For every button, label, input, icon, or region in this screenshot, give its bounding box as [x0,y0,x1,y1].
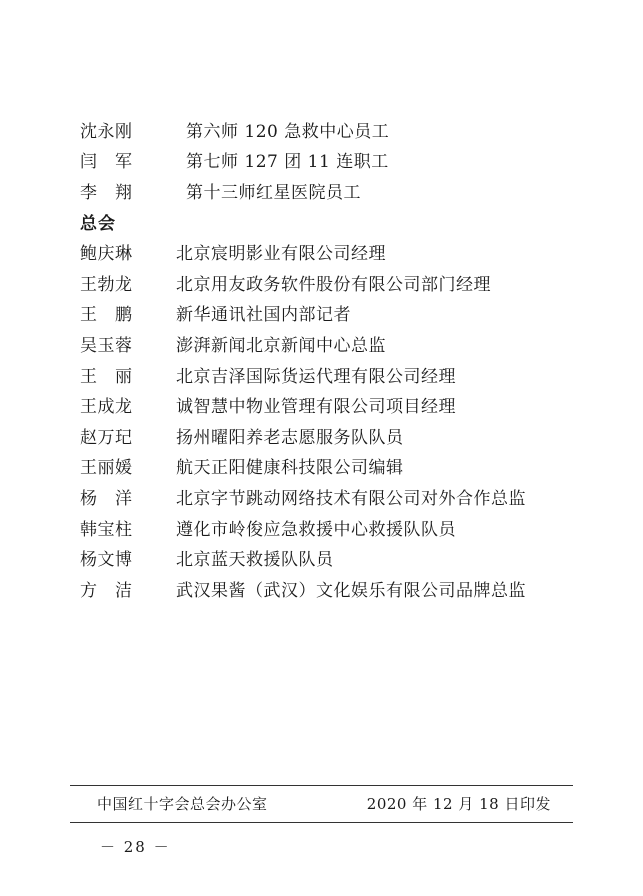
person-affiliation: 北京字节跳动网络技术有限公司对外合作总监 [176,488,526,509]
list-item [80,389,580,420]
person-affiliation: 诚智慧中物业管理有限公司项目经理 [176,397,456,418]
person-name: 李 翔 [80,182,133,203]
list-item [80,573,580,604]
person-affiliation: 第十三师红星医院员工 [186,182,361,203]
list-item [80,451,580,482]
person-name: 吴玉蓉 [80,335,133,356]
list-item [80,359,580,390]
person-affiliation: 澎湃新闻北京新闻中心总监 [176,335,386,356]
person-name: 韩宝柱 [80,519,133,540]
person-affiliation: 第七师 127 团 11 连职工 [186,152,389,173]
list-item [80,114,580,145]
person-affiliation: 第六师 120 急救中心员工 [186,121,390,142]
person-name: 王 鹏 [80,305,133,326]
list-item [80,145,580,176]
person-affiliation: 遵化市岭俊应急救援中心救援队队员 [176,519,456,540]
person-affiliation: 扬州曜阳养老志愿服务队队员 [176,427,404,448]
person-name: 杨 洋 [80,488,133,509]
footer-divider-bottom [70,822,573,823]
list-item [80,420,580,451]
person-name: 闫 军 [80,152,133,173]
footer-issuer: 中国红十字会总会办公室 [97,795,268,813]
person-name: 鲍庆琳 [80,244,133,265]
page-number: － 28 － [100,838,171,856]
list-item [80,267,580,298]
list-item [80,512,580,543]
list-item [80,481,580,512]
person-name: 赵万玘 [80,427,133,448]
list-item [80,236,580,267]
person-name: 王成龙 [80,397,133,418]
list-item [80,328,580,359]
section-heading: 总会 [80,213,116,234]
person-name: 王丽媛 [80,458,133,479]
person-affiliation: 武汉果酱（武汉）文化娱乐有限公司品牌总监 [176,580,526,601]
footer-issue-date: 2020 年 12 月 18 日印发 [366,795,551,813]
person-affiliation: 北京蓝天救援队队员 [176,550,334,571]
personnel-list [80,114,580,604]
list-item [80,175,580,206]
person-name: 王勃龙 [80,274,133,295]
person-affiliation: 北京吉泽国际货运代理有限公司经理 [176,366,456,387]
person-name: 方 洁 [80,580,133,601]
person-affiliation: 北京用友政务软件股份有限公司部门经理 [176,274,491,295]
person-affiliation: 新华通讯社国内部记者 [176,305,351,326]
list-item [80,542,580,573]
person-affiliation: 航天正阳健康科技限公司编辑 [176,458,404,479]
person-name: 杨文博 [80,550,133,571]
list-item [80,298,580,329]
person-name: 王 丽 [80,366,133,387]
footer-divider-top [70,785,573,786]
person-name: 沈永刚 [80,121,133,142]
person-affiliation: 北京宸明影业有限公司经理 [176,244,386,265]
